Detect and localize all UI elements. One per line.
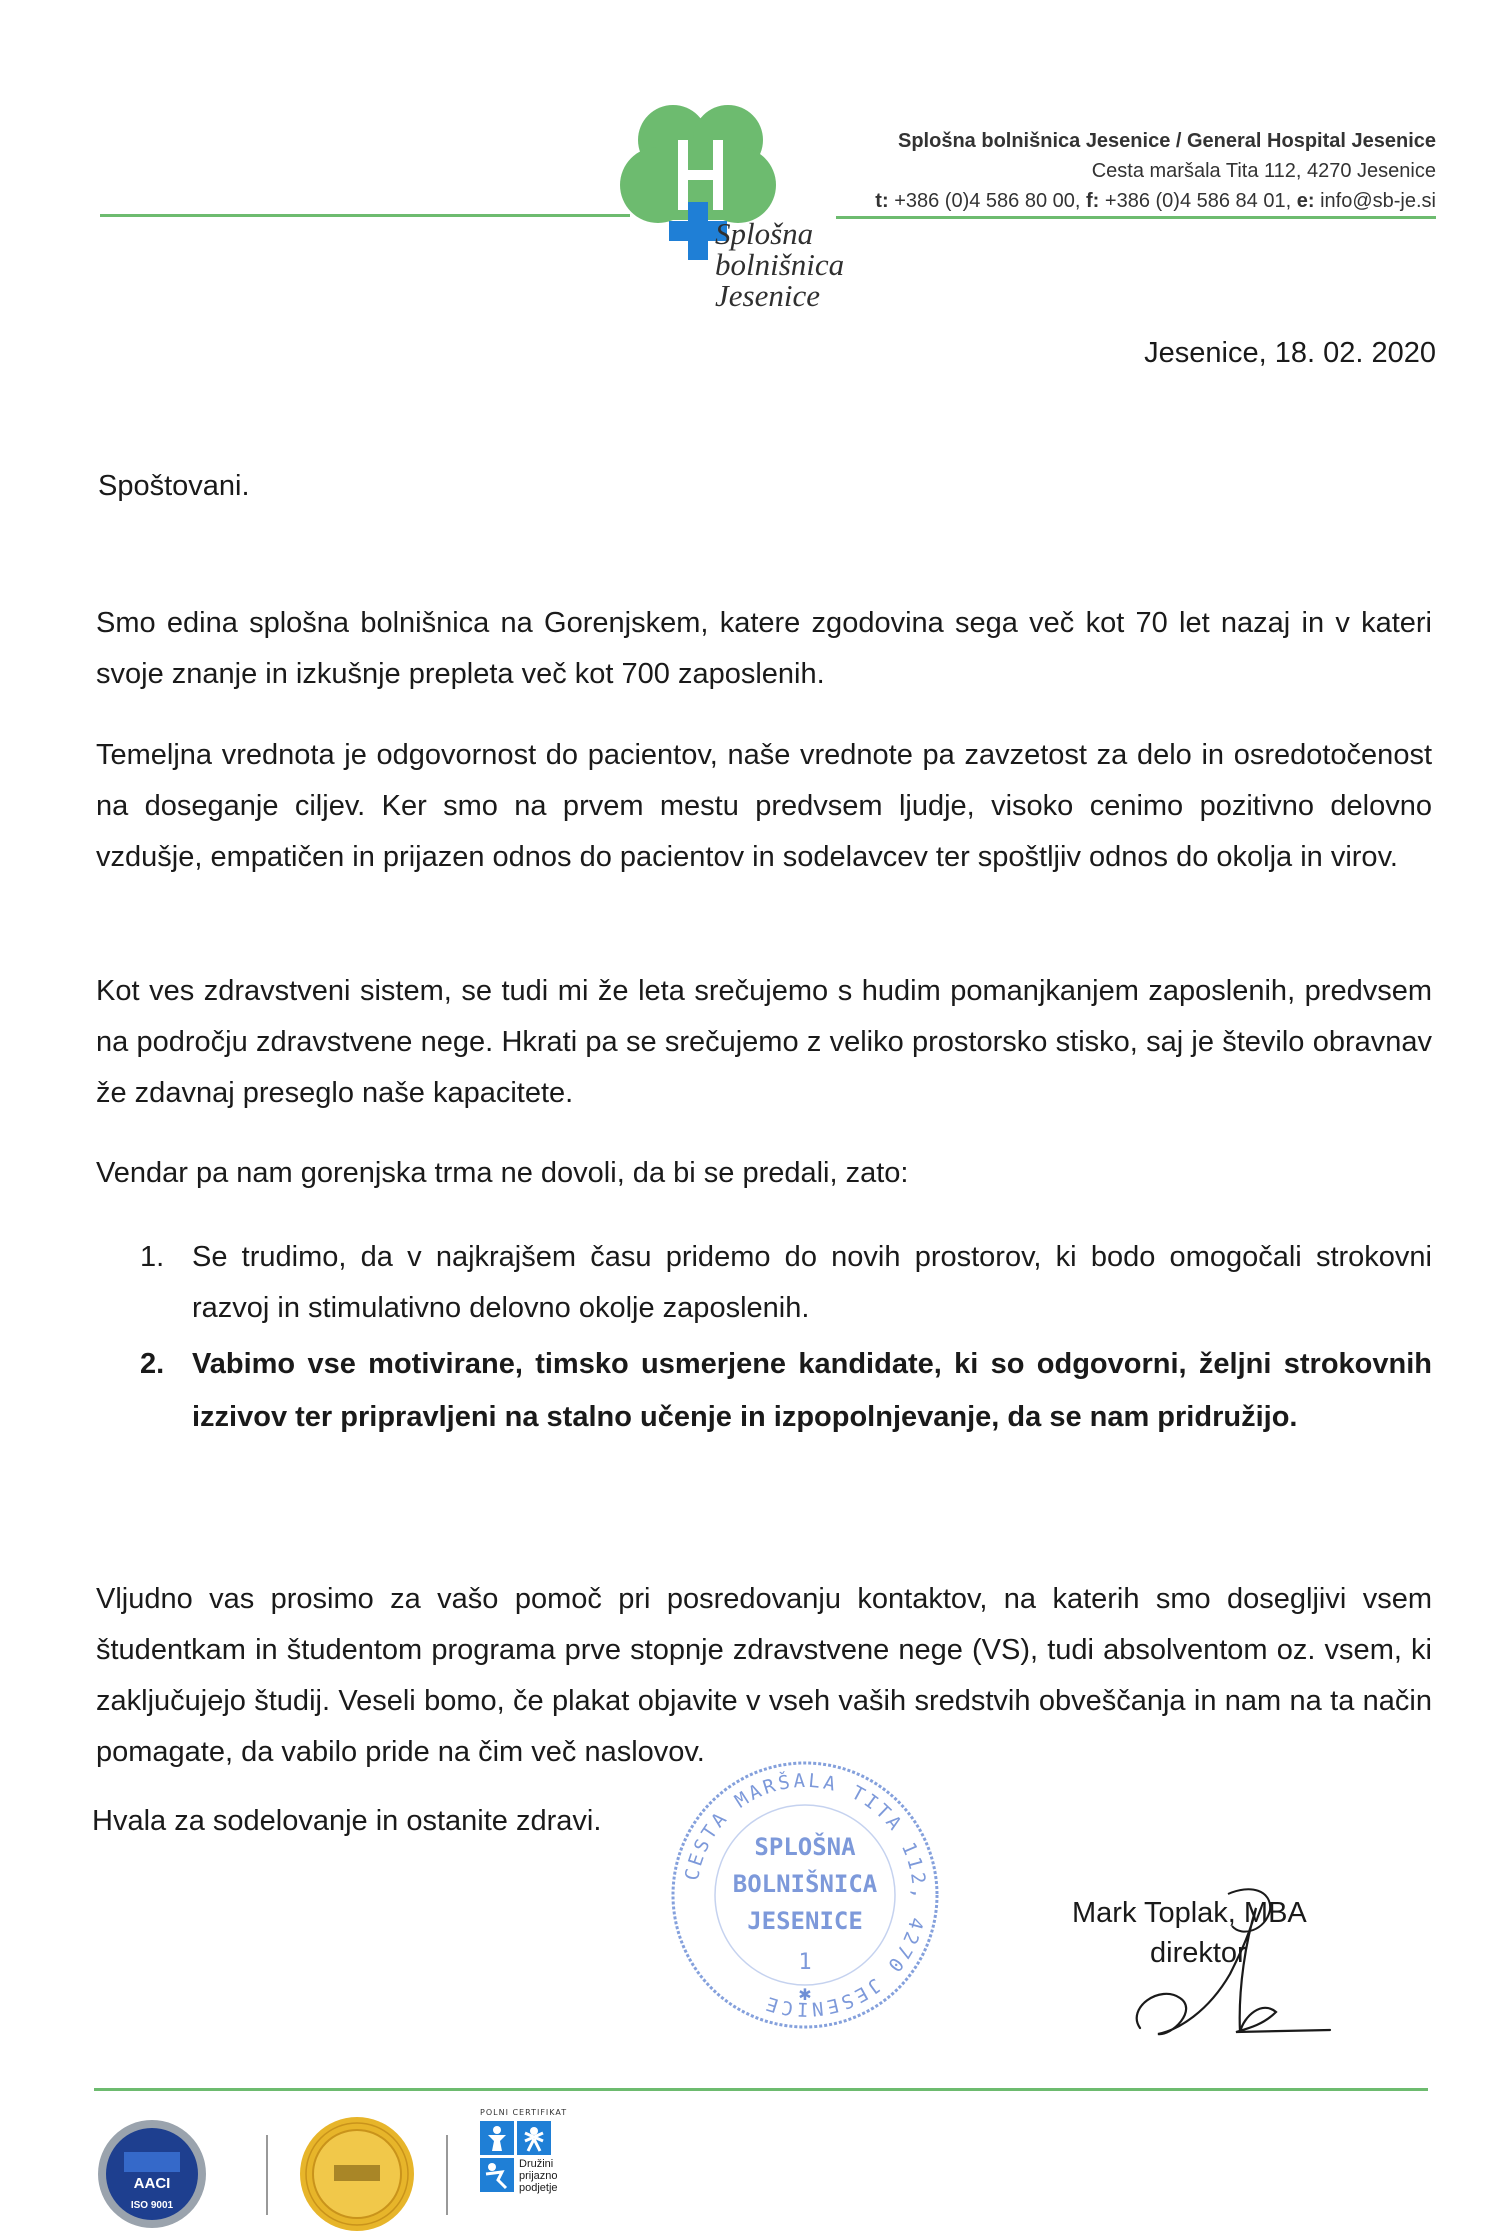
fax-number: +386 (0)4 586 84 01, [1104, 190, 1292, 212]
logo-text-line-3: Jesenice [715, 278, 820, 313]
header-divider-left [100, 214, 630, 217]
list-item-number: 2. [140, 1348, 165, 1380]
list-item-text: Vabimo vse motivirane, timsko usmerjene kandidate, ki so odgovorni, željni strokovnih izzivov ter pripravljeni na stalno učenje in izpopolnjevanje, da se nam pridružijo. [192, 1348, 1432, 1433]
list-item-text: Se trudimo, da v najkrajšem času pridemo do novih prostorov, ki bodo omogočali strokovni razvoj in stimulativno delovno okolje zaposlenih. [192, 1241, 1432, 1324]
closing-line: Hvala za sodelovanje in ostanite zdravi. [92, 1805, 602, 1837]
official-stamp-icon [665, 1755, 945, 2035]
hospital-contact-line [875, 186, 1436, 216]
footer-divider [94, 2088, 1428, 2091]
header-divider-right [836, 216, 1436, 219]
paragraph-5: Vljudno vas prosimo za vašo pomoč pri posredovanju kontaktov, na katerih smo dosegljivi vsem študentkam in študentom programa prve stopnje zdravstvene nege (VS), tudi absolventom oz. vsem, ki zaključujejo študij. Veseli bomo, če plakat objavite v vseh vaših sredstvih obveščanja in nam na ta način pomagate, da vabilo pride na čim več naslovov. [96, 1583, 1432, 1768]
aaci-iso-badge-icon [96, 2118, 208, 2230]
paragraph-3: Kot ves zdravstveni sistem, se tudi mi že leta srečujemo s hudim pomanjkanjem zaposlenih, predvsem na področju zdravstvene nege. Hkrati pa se srečujemo z veliko prostorsko stisko, saj je število obravnav že zdavnaj preseglo naše kapacitete. [96, 975, 1432, 1109]
logo-text-line-2: bolnišnica [715, 247, 845, 282]
footer-separator [446, 2135, 448, 2215]
paragraph-4: Vendar pa nam gorenjska trma ne dovoli, da bi se predali, zato: [96, 1157, 909, 1189]
letter-greeting: Spoštovani. [98, 470, 250, 502]
stamp-line-1: SPLOŠNA [754, 1833, 856, 1861]
family-figure-icon [480, 2121, 514, 2155]
child-figure-icon [517, 2121, 551, 2155]
email-address[interactable]: info@sb-je.si [1320, 190, 1436, 212]
paragraph-1: Smo edina splošna bolnišnica na Gorenjskem, katere zgodovina sega več kot 70 let nazaj in v kateri svoje znanje in izkušnje prepleta več kot 700 zaposlenih. [96, 607, 1432, 690]
fax-label: f: [1086, 190, 1100, 212]
list-item-number: 1. [140, 1241, 165, 1273]
letter-date: Jesenice, 18. 02. 2020 [1144, 337, 1436, 369]
signatory-name: Mark Toplak, MBA [1072, 1897, 1307, 1929]
logo-wordmark [715, 218, 915, 311]
hospital-name: Splošna bolnišnica Jesenice / General Hospital Jesenice [898, 130, 1436, 152]
email-label: e: [1296, 190, 1315, 212]
hospital-contact-block [875, 126, 1436, 216]
jumping-figure-icon [480, 2158, 514, 2192]
hospital-address: Cesta maršala Tita 112, 4270 Jesenice [1091, 160, 1436, 182]
stamp-ring-text: CESTA MARŠALA TITA 112, 4270 JESENICE [680, 1769, 931, 2021]
numbered-list [140, 1232, 1432, 1444]
family-cert-line-2: prijazno [519, 2170, 558, 2182]
stamp-star-icon: ✱ [798, 1987, 812, 2004]
accreditation-seal-icon [298, 2115, 416, 2233]
signatory-title: direktor [1150, 1937, 1247, 1969]
stamp-line-2: BOLNIŠNICA [732, 1870, 878, 1898]
family-cert-line-1: Družini [519, 2158, 554, 2170]
stamp-line-4: 1 [798, 1950, 812, 1975]
family-cert-line-3: podjetje [519, 2182, 558, 2194]
aaci-label: AACI [133, 2175, 171, 2192]
phone-number: +386 (0)4 586 80 00, [894, 190, 1081, 212]
logo-text-line-1: Splošna [715, 216, 814, 251]
list-item-2 [140, 1338, 1432, 1444]
phone-label: t: [875, 190, 889, 212]
list-item-1 [140, 1232, 1432, 1334]
family-friendly-certificate [480, 2108, 600, 2228]
footer-separator [266, 2135, 268, 2215]
paragraph-2: Temeljna vrednota je odgovornost do pacientov, naše vrednote pa zavzetost za delo in osredotočenost na doseganje ciljev. Ker smo na prvem mestu predvsem ljudje, visoko cenimo pozitivno delovno vzdušje, empatičen in prijazen odnos do pacientov in sodelavcev ter spoštljiv odnos do okolja in virov. [96, 739, 1432, 873]
family-cert-title: POLNI CERTIFIKAT [480, 2108, 568, 2117]
family-cert-text [519, 2158, 558, 2194]
handwritten-signature-icon [1120, 1880, 1350, 2060]
stamp-line-3: JESENICE [747, 1907, 863, 1935]
iso-label: ISO 9001 [130, 2200, 174, 2211]
